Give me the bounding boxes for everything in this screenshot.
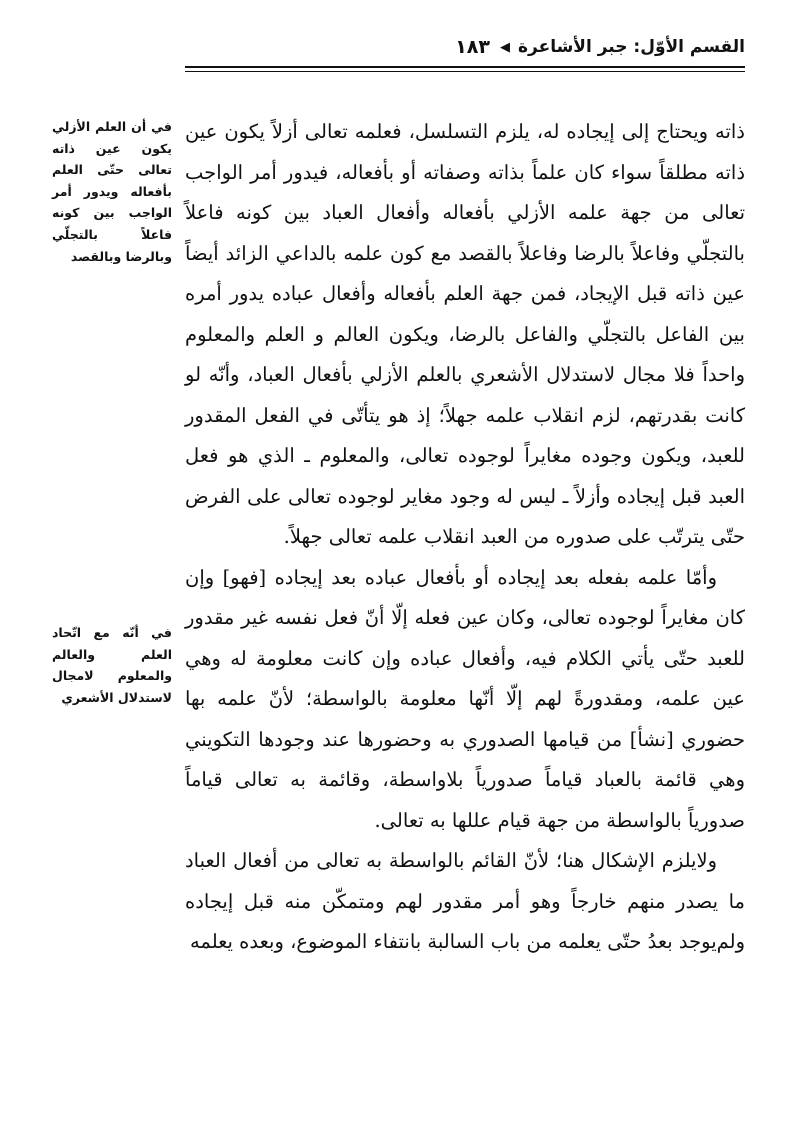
side-note: في أنّه مع اتّحاد العلم والعالم والمعلوم لامجال لاستدلال الأشعري [52,625,172,705]
paragraph: ذاته ويحتاج إلى إيجاده له، يلزم التسلسل، فعلمه تعالى أزلاً يكون عين ذاته مطلقاً سواء كان علماً بذاته وصفاته أو بأفعاله، فيدور أمر الواجب تعالى من جهة علمه الأزلي بأفعاله وأفعال العباد بين كونه فاعلاً بالتجلّي وفاعلاً بالرضا وفاعلاً بالقصد مع كون علمه بالداعي الزائد أيضاً عين ذاته قبل الإيجاد، فمن جهة العلم بأفعاله وأفعال عباده يدور أمره بين الفاعل بالتجلّي والفاعل بالرضا، ويكون العالم و العلم والمعلوم واحداً فلا مجال لاستدلال الأشعري بالعلم الأزلي بأفعال العباد، وأنّه لو كانت بقدرتهم، لزم انقلاب علمه جهلاً؛ إذ هو يتأتّى في الفعل المقدور للعبد، ويكون وجوده مغايراً لوجوده تعالى، والمعلوم ـ الذي هو فعل العبد قبل إيجاده وأزلاً ـ ليس له وجود مغاير لوجوده تعالى على الفرض حتّى يترتّب على صدوره من العبد انقلاب علمه تعالى جهلاً. [185,120,745,548]
header-rule-thin [185,71,745,72]
header-arrow-icon: ◀ [499,39,510,55]
main-text [185,112,745,963]
page-number: ١٨٣ [455,36,490,58]
paragraph: ولايلزم الإشكال هنا؛ لأنّ القائم بالواسطة به تعالى من أفعال العباد ما يصدر منهم خارجاً وهو أمر مقدور لهم ومتمكّن منه قبل إيجاده ولم‌يوجد بعدُ حتّى يعلمه من باب السالبة بانتفاء الموضوع، وبعده يعلمه [185,849,745,953]
header-rule-thick [185,66,745,68]
header-title: القسم الأوّل: جبر الأشاعرة [517,37,745,57]
paragraph: وأمّا علمه بفعله بعد إيجاده أو بأفعال عباده بعد إيجاده [فهو] وإن كان مغايراً لوجوده تعالى، وكان عين فعله إلّا أنّ فعل نفسه غير مقدور للعبد حتّى يأتي الكلام فيه، وأفعال عباده وإن كانت معلومة له وهي عين علمه، ومقدورةً لهم إلّا أنّها معلومة بالواسطة؛ لأنّ علمه بها حضوري [نشأ] من قيامها الصدوري به وحضورها عند وجودها التكويني وهي قائمة بالعباد قياماً صدورياً بلاواسطة، وقائمة به تعالى قياماً صدورياً بالواسطة من جهة قيام عللها به تعالى. [185,565,745,832]
running-header [185,30,745,64]
side-note: في أن العلم الأزلي يكون عين ذاته تعالى حتّى العلم بأفعاله ويدور أمر الواجب بين كونه فاعلاً بالتجلّي وبالرضا وبالقصد [52,119,172,264]
